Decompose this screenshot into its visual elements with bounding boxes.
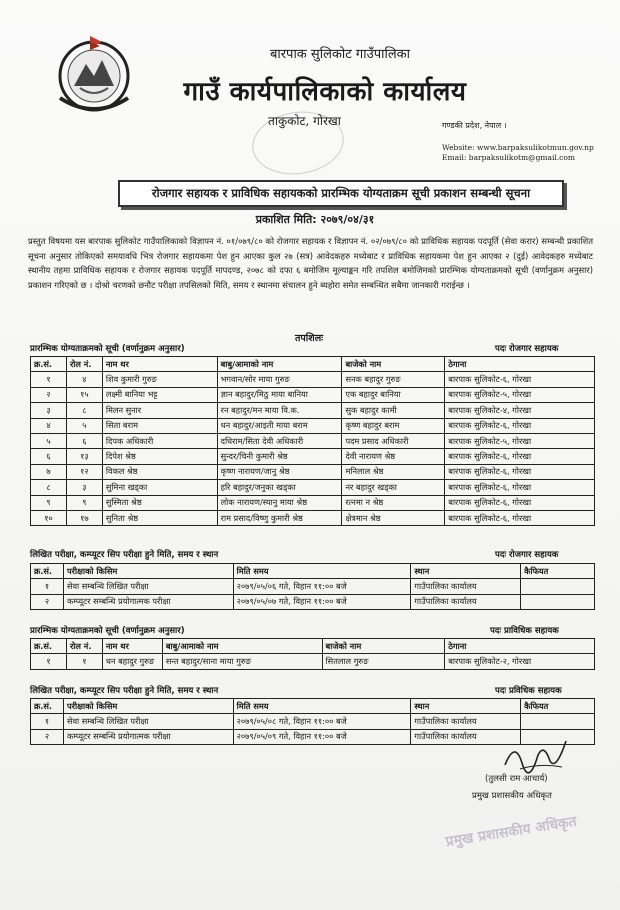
header-cell: क्र.सं. [31, 699, 64, 714]
table-cell: देवी नारायण श्रेष्ठ [342, 449, 445, 464]
table-cell: विकल श्रेष्ठ [102, 464, 217, 479]
table-row [31, 372, 595, 387]
table-cell: बारपाक सुलिकोट-६, गोरखा [445, 418, 595, 433]
table-cell: पदम प्रसाद अधिकारी [342, 433, 445, 448]
table-header-row [31, 564, 595, 579]
table-row [31, 714, 595, 729]
table-cell: ३ [66, 480, 102, 495]
table-cell: क्षेत्रमान श्रेष्ठ [342, 510, 445, 525]
table-row [31, 449, 595, 464]
table-row [31, 403, 595, 418]
table-cell: सुमिना खड्का [102, 480, 217, 495]
header-cell: बाबु/आमाको नाम [162, 639, 322, 654]
contact-block [442, 143, 594, 163]
signature-icon [500, 735, 570, 775]
table-cell: ६ [31, 449, 67, 464]
header-cell: ठेगाना [445, 639, 595, 654]
header-cell: स्थान [411, 699, 521, 714]
notice-title-box [118, 180, 564, 207]
table-cell: ४ [66, 372, 102, 387]
header-cell: रोल नं. [66, 639, 102, 654]
table-row [31, 594, 595, 609]
section4-title: लिखित परीक्षा, कम्प्यूटर सिप परीक्षा हुने मिति, समय र स्थान [30, 686, 219, 696]
header-cell: कैफियत [521, 699, 595, 714]
table-cell: ५ [66, 418, 102, 433]
published-date: प्रकाशित मिति: २०७९/०४/३१ [255, 213, 375, 226]
table-cell: बारपाक सुलिकोट-६, गोरखा [445, 449, 595, 464]
table-cell: कम्प्यूटर सम्बन्धि प्रयोगात्मक परीक्षा [63, 729, 233, 744]
header-cell: परीक्षाको किसिम [63, 699, 233, 714]
table-cell: मिलन सुनार [102, 403, 217, 418]
section2-post: पदः रोजगार सहायक [495, 550, 559, 560]
table-header-row [31, 357, 595, 372]
table-cell: ८ [66, 403, 102, 418]
table-cell: १ [31, 654, 67, 669]
section4-post: पदः प्रविधिक सहायक [495, 686, 562, 696]
table-cell: २ [31, 729, 64, 744]
table-row [31, 480, 595, 495]
website-text: Website: www.barpaksulikotmun.gov.np [442, 143, 594, 152]
table-cell: ज्ञान बहादुर/मिठु माया बानिया [217, 387, 342, 402]
table-row [31, 510, 595, 525]
header-cell: बाबु/आमाको नाम [217, 357, 342, 372]
header-cell: बाजेको नाम [322, 639, 445, 654]
table-cell: २ [31, 594, 64, 609]
table-cell: हरि बहादुर/जनुका खड्का [217, 480, 342, 495]
table-cell: गाउँपालिका कार्यालय [411, 594, 521, 609]
notice-title: रोजगार सहायक र प्राविधिक सहायककाे प्रारम्भिक योग्यताक्रम सूची प्रकाशन सम्बन्धी सूचना [151, 186, 531, 200]
table-cell: बारपाक सुलिकोट-६, गोरखा [445, 495, 595, 510]
table-cell: कृष्ण नारायण/जानु श्रेष्ठ [217, 464, 342, 479]
table-cell: १५ [66, 387, 102, 402]
table-cell: सेवा सम्बन्धि लिखित परीक्षा [63, 714, 233, 729]
table-cell: १ [31, 579, 64, 594]
table-cell: बारपाक सुलिकोट-६, गोरखा [445, 372, 595, 387]
table-cell: ३ [31, 403, 67, 418]
table-cell: भगवान/सोर माया गुरुङ [217, 372, 342, 387]
table-row [31, 387, 595, 402]
header-cell: बाजेको नाम [342, 357, 445, 372]
table-cell: नर बहादुर खड्का [342, 480, 445, 495]
table-cell: सुस्मिता श्रेष्ठ [102, 495, 217, 510]
table-row [31, 654, 595, 669]
table-header-row [31, 699, 595, 714]
table-cell: गाउँपालिका कार्यालय [411, 714, 521, 729]
header-cell: रोल नं. [66, 357, 102, 372]
table-cell: ६ [66, 433, 102, 448]
table-cell: लोक नारायण/स्यानु माया श्रेष्ठ [217, 495, 342, 510]
table-cell: धन बहादुर गुरुङ [102, 654, 162, 669]
table-cell: कृष्ण बहादुर बराम [342, 418, 445, 433]
office-name: गाउँ कार्यपालिकाको कार्यालय [183, 77, 467, 107]
header-cell: नाम थर [102, 639, 162, 654]
section3-post: पदः प्राविधिक सहायक [490, 626, 559, 636]
table-cell [521, 579, 595, 594]
table-cell: बारपाक सुलिकोट-२, गोरखा [445, 654, 595, 669]
designation-stamp: प्रमुख प्रशासकीय अधिकृत [444, 813, 578, 851]
office-location: ताकुकोट, गोरखा [268, 114, 341, 128]
header-cell: क्र.सं. [31, 357, 67, 372]
table-cell: गाउँपालिका कार्यालय [411, 579, 521, 594]
table-row [31, 495, 595, 510]
header-cell: क्र.सं. [31, 639, 67, 654]
table-cell: ८ [31, 480, 67, 495]
government-emblem-icon [50, 28, 138, 120]
table-cell: १७ [66, 510, 102, 525]
header-cell: क्र.सं. [31, 564, 64, 579]
table-cell: दिपेश श्रेष्ठ [102, 449, 217, 464]
table-cell: १२ [66, 464, 102, 479]
schedule-label: तपशिलः [295, 333, 324, 344]
table-cell: सितलाल गुरुङ [322, 654, 445, 669]
signatory-name: (तुलसी राम आचार्य) [485, 774, 548, 784]
table-cell: बारपाक सुलिकोट-६, गोरखा [445, 464, 595, 479]
section1-title: प्रारम्भिक योग्यताक्रमको सूची (वर्णानुक्रम अनुसार) [30, 344, 185, 354]
header-cell: ठेगाना [445, 357, 595, 372]
table-cell: सुनिता श्रेष्ठ [102, 510, 217, 525]
table-cell: रन बहादुर/मन माया वि.क. [217, 403, 342, 418]
section2-title: लिखित परीक्षा, कम्प्यूटर सिप परीक्षा हुने मिति, समय र स्थान [30, 550, 219, 560]
table-cell: रत्नमा न श्रेष्ठ [342, 495, 445, 510]
table-cell: २०७९/०५/०६ गते, विहान ११:०० बजे [233, 579, 411, 594]
table-cell: बारपाक सुलिकोट-४, गोरखा [445, 403, 595, 418]
table-cell [521, 594, 595, 609]
table-cell: सन्त बहादुर/साना माया गुरुङ [162, 654, 322, 669]
table-cell [521, 714, 595, 729]
email-text: Email: barpaksulikotm@gmail.com [442, 153, 575, 162]
table-cell: २ [31, 387, 67, 402]
table-cell: दधिराम/सिता देवी अधिकारी [217, 433, 342, 448]
table-cell: ५ [31, 433, 67, 448]
header-cell: कैफियत [521, 564, 595, 579]
table-row [31, 433, 595, 448]
header-cell: मिति समय [233, 699, 411, 714]
table-cell: १३ [66, 449, 102, 464]
table-cell: एक बहादुर बानिया [342, 387, 445, 402]
table-cell: ९ [66, 495, 102, 510]
table-cell: सनक बहादुर गुरुङ [342, 372, 445, 387]
table-row [31, 464, 595, 479]
table-cell: १ [66, 654, 102, 669]
header-cell: स्थान [411, 564, 521, 579]
table-cell: २०७९/०५/०८ गते, विहान ११:०० बजे [233, 714, 411, 729]
table-cell: सिता बराम [102, 418, 217, 433]
table-cell: २०७९/०५/०७ गते, विहान ११:०० बजे [233, 594, 411, 609]
exam-schedule-table-employment-assistant [30, 563, 595, 610]
table-cell: सुन्दर/चिनी कुमारी श्रेष्ठ [217, 449, 342, 464]
notice-body: प्रस्तुत विषयमा यस बारपाक सुलिकोट गाउँपालिकाको विज्ञापन नं. ०१/०७९/८० को रोजगार सहायक र विज्ञापन नं. ०२/०७९/८० को प्राविधिक सहायक पदपूर्ति (सेवा करार) सम्बन्धी प्रकाशित सूचना अनुसार तोकिएको समयावधि भित्र रोजगार सहायकमा पेश हुन आएका कुल २७ (सत्र) आवेदकहरु मध्येबाट र प्राविधिक सहायकमा पेश हुन आएका २ (दुई) आवेदकहरु मध्येबाट स्थानीय तहमा प्राविधिक सहायक र रोजगार सहायक पदपूर्ति मापदण्ड, २०७८ को दफा ६ बमोजिम मूल्याङ्कन गरि तपशिल बमोजिमको प्रारम्भिक योग्यताक्रमको सूची (वर्णानुक्रम अनुसार) प्रकाशन गरिएको छ । दोश्रो चरणको छनौट परीक्षा तपसिलको मिति, समय र स्थानमा संचालन हुने ब्यहोरा समेत सम्बन्धित सबैमा जानकारी गराईन्छ । [28, 236, 593, 290]
table-cell: २०७९/०५/०९ गते, विहान ११:०० बजे [233, 729, 411, 744]
table-cell: धन बहादुर/आइती माया बराम [217, 418, 342, 433]
signatory-post: प्रमुख प्रशासकीय अधिकृत [472, 791, 552, 801]
municipality-name: बारपाक सुलिकोट गाउँपालिका [269, 47, 411, 62]
section1-post: पदः रोजगार सहायक [495, 344, 559, 354]
table-cell: लक्ष्मी बानिया भट्ट [102, 387, 217, 402]
table-cell: ४ [31, 418, 67, 433]
eligibility-table-technical-assistant [30, 638, 595, 670]
eligibility-table-employment-assistant [30, 356, 595, 526]
table-cell: शिव कुमारी गुरुङ [102, 372, 217, 387]
table-cell: १ [31, 714, 64, 729]
table-cell: गाउँपालिका कार्यालय [411, 729, 521, 744]
table-cell: १ [31, 372, 67, 387]
table-cell: ७ [31, 464, 67, 479]
province-text: गण्डकी प्रदेश, नेपाल । [442, 121, 507, 130]
table-cell: सेवा सम्बन्धि लिखित परीक्षा [63, 579, 233, 594]
table-row [31, 579, 595, 594]
table-cell: मनिलाल श्रेष्ठ [342, 464, 445, 479]
table-cell: बारपाक सुलिकोट-५, गोरखा [445, 387, 595, 402]
table-row [31, 418, 595, 433]
table-cell: कम्प्यूटर सम्बन्धि प्रयोगात्मक परीक्षा [63, 594, 233, 609]
table-cell: बारपाक सुलिकोट-६, गोरखा [445, 510, 595, 525]
header-cell: नाम थर [102, 357, 217, 372]
table-cell: सुक बहादुर कामी [342, 403, 445, 418]
header-cell: परीक्षाको किसिम [63, 564, 233, 579]
table-cell: बारपाक सुलिकोट-५, गोरखा [445, 433, 595, 448]
table-cell: १० [31, 510, 67, 525]
table-cell: ९ [31, 495, 67, 510]
table-header-row [31, 639, 595, 654]
section3-title: प्रारम्भिक योग्यताक्रमको सूची (वर्णानुक्रम अनुसार) [30, 626, 185, 636]
table-cell: बारपाक सुलिकोट-६, गोरखा [445, 480, 595, 495]
table-cell: राम प्रसाद/विष्णु कुमारी श्रेष्ठ [217, 510, 342, 525]
header-cell: मिति समय [233, 564, 411, 579]
table-cell: दिपक अधिकारी [102, 433, 217, 448]
